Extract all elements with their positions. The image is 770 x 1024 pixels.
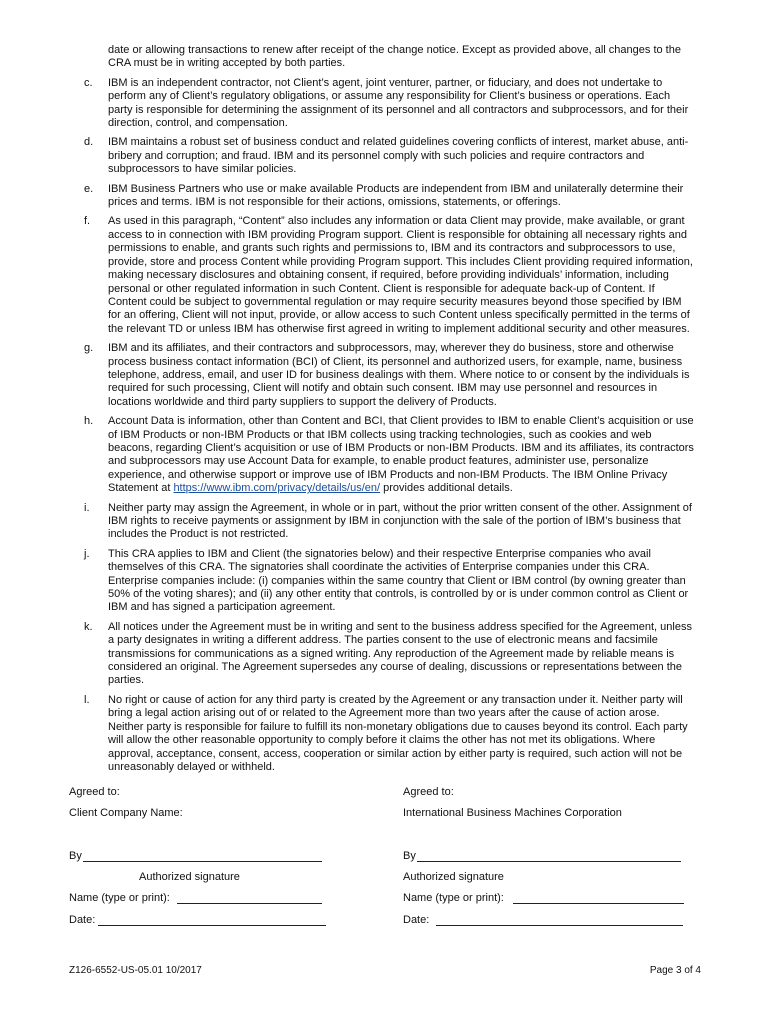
ibm-name-line[interactable] bbox=[513, 903, 684, 904]
client-by-label: By bbox=[69, 850, 82, 862]
item-text: As used in this paragraph, “Content” also includes any information or data Client may provide, make available, or grant access to in connection with IBM providing Program support. Client is responsible for obtaining all necessary rights and permissions to enable, and grants such rights and permissions to, IBM and its contractors and subprocessors to use, provide, store and process Content while providing Program support. This includes Client providing required information, making necessary disclosures and obtaining consent, if required, before providing individuals’ information, including personal or other regulated information in such Content. Client is responsible for adequate back-up of Content. If Content could be subject to governmental regulation or may require security measures beyond those specified by IBM for an offering, Client will not input, provide, or allow access to such Content unless specifically permitted in the terms of the relevant TD or unless IBM has otherwise first agreed in writing to implement additional security and other measures. bbox=[108, 215, 693, 335]
terms-body bbox=[84, 44, 694, 780]
ibm-date-line[interactable] bbox=[436, 925, 683, 926]
ibm-authorized-label: Authorized signature bbox=[403, 871, 504, 883]
list-item bbox=[84, 621, 694, 688]
privacy-statement-link[interactable]: https://www.ibm.com/privacy/details/us/en/ bbox=[173, 482, 381, 495]
item-marker: d. bbox=[84, 136, 94, 149]
list-item bbox=[84, 502, 694, 542]
item-text: No right or cause of action for any third party is created by the Agreement or any transaction under it. Neither party will bring a legal action arising out of or related to the Agreement more than two years after the cause of action arose. Neither party is responsible for failure to fulfill its non-monetary obligations due to causes beyond its control. Each party will allow the other reasonable opportunity to comply before it claims the other has not met its obligations. Where approval, acceptance, consent, access, cooperation or similar action by either party is required, such action will not be unreasonably delayed or withheld. bbox=[108, 693, 688, 773]
intro-paragraph: date or allowing transactions to renew after receipt of the change notice. Except as provided above, all changes to the CRA must be in writing accepted by both parties. bbox=[108, 44, 681, 70]
item-marker: k. bbox=[84, 620, 93, 633]
item-marker: l. bbox=[84, 693, 90, 706]
item-text: IBM Business Partners who use or make available Products are independent from IBM and unilaterally determine their prices and terms. IBM is not responsible for their actions, omissions, statements, or offerings. bbox=[108, 182, 684, 209]
item-marker: j. bbox=[84, 547, 90, 560]
ibm-name-label: Name (type or print): bbox=[403, 892, 504, 904]
form-id: Z126-6552-US-05.01 10/2017 bbox=[69, 965, 202, 976]
item-marker: c. bbox=[84, 76, 93, 89]
item-text: All notices under the Agreement must be in writing and sent to the business address specified for the Agreement, unless a party designates in writing a different address. The parties consent to the use of electronic means and facsimile transmissions for communications as a signed writing. Any reproduction of the Agreement made by reliable means is considered an original. The Agreement supersedes any course of dealing, discussions or representations between the parties. bbox=[108, 620, 692, 687]
list-item bbox=[84, 215, 694, 336]
client-authorized-label: Authorized signature bbox=[139, 871, 240, 883]
item-marker: f. bbox=[84, 215, 91, 228]
list-item bbox=[84, 136, 694, 176]
item-marker: h. bbox=[84, 415, 94, 428]
item-marker: e. bbox=[84, 182, 94, 195]
list-item bbox=[84, 694, 694, 774]
item-text: IBM is an independent contractor, not Client’s agent, joint venturer, partner, or fiduciary, and does not undertake to perform any of Client’s regulatory obligations, or assume any responsibility for Client’s business or operations. Each party is responsible for determining the assignment of its personnel and all contractors and subprocessors, and for their direction, control, and compensation. bbox=[108, 76, 689, 130]
client-date-label: Date: bbox=[69, 914, 96, 926]
item-marker: g. bbox=[84, 342, 94, 355]
list-item bbox=[84, 548, 694, 615]
client-date-line[interactable] bbox=[98, 925, 326, 926]
ibm-agreed-label: Agreed to: bbox=[403, 786, 454, 798]
client-name-line[interactable] bbox=[177, 903, 322, 904]
ibm-date-label: Date: bbox=[403, 914, 430, 926]
item-text-before-link: Account Data is information, other than Content and BCI, that Client provides to IBM to enable Client’s acquisition or use of IBM Products or non-IBM Products or that IBM collects using tracking technologies, such as cookies and web beacons, regarding Client’s acquisition or use of IBM Products or non-IBM Products. IBM and its affiliates, its contractors and subprocessors may use Account Data for example, to enable product features, administer use, personalize experience, and otherwise support or improve use of IBM Products and non-IBM Products. The IBM Online Privacy Statement at bbox=[108, 415, 694, 495]
client-company-label: Client Company Name: bbox=[69, 807, 183, 819]
list-item bbox=[84, 77, 694, 131]
list-item bbox=[84, 415, 694, 495]
item-text: Neither party may assign the Agreement, in whole or in part, without the prior written consent of the other. Assignment of IBM rights to receive payments or assignment by IBM in conjunction with the sale of the portion of IBM’s business that includes the Product is not restricted. bbox=[108, 501, 692, 541]
ibm-by-label: By bbox=[403, 850, 416, 862]
client-name-label: Name (type or print): bbox=[69, 892, 170, 904]
item-text: IBM maintains a robust set of business conduct and related guidelines covering conflicts of interest, market abuse, anti-bribery and corruption; and fraud. IBM and its personnel comply with such policies and require contractors and subprocessors to have similar policies. bbox=[108, 136, 689, 176]
page-number: Page 3 of 4 bbox=[649, 965, 701, 976]
ibm-signature-line[interactable] bbox=[417, 861, 681, 862]
item-marker: i. bbox=[84, 501, 90, 514]
item-text: This CRA applies to IBM and Client (the signatories below) and their respective Enterprise companies who avail themselves of this CRA. The signatories shall coordinate the activities of Enterprise companies under this CRA. Enterprise companies include: (i) companies within the same country that Client or IBM control (by owning greater than 50% of the voting shares); and (ii) any other entity that controls, is controlled by or is under common control as Client or IBM and has signed a participation agreement. bbox=[108, 547, 689, 614]
item-text-after-link: provides additional details. bbox=[380, 482, 513, 495]
item-text: IBM and its affiliates, and their contractors and subprocessors, may, wherever they do business, store and otherwise process business contact information (BCI) of Client, its personnel and authorized users, for example, name, business telephone, address, email, and user ID for business dealings with them. Where notice to or consent by the individuals is required for such processing, Client will notify and obtain such consent. IBM may use personnel and resources in locations worldwide and third party suppliers to support the delivery of Products. bbox=[108, 342, 690, 408]
client-signature-line[interactable] bbox=[83, 861, 322, 862]
item-text bbox=[108, 415, 694, 495]
ibm-company-name: International Business Machines Corporation bbox=[403, 807, 622, 819]
client-agreed-label: Agreed to: bbox=[69, 786, 120, 798]
list-item bbox=[84, 183, 694, 210]
list-item bbox=[84, 342, 694, 409]
